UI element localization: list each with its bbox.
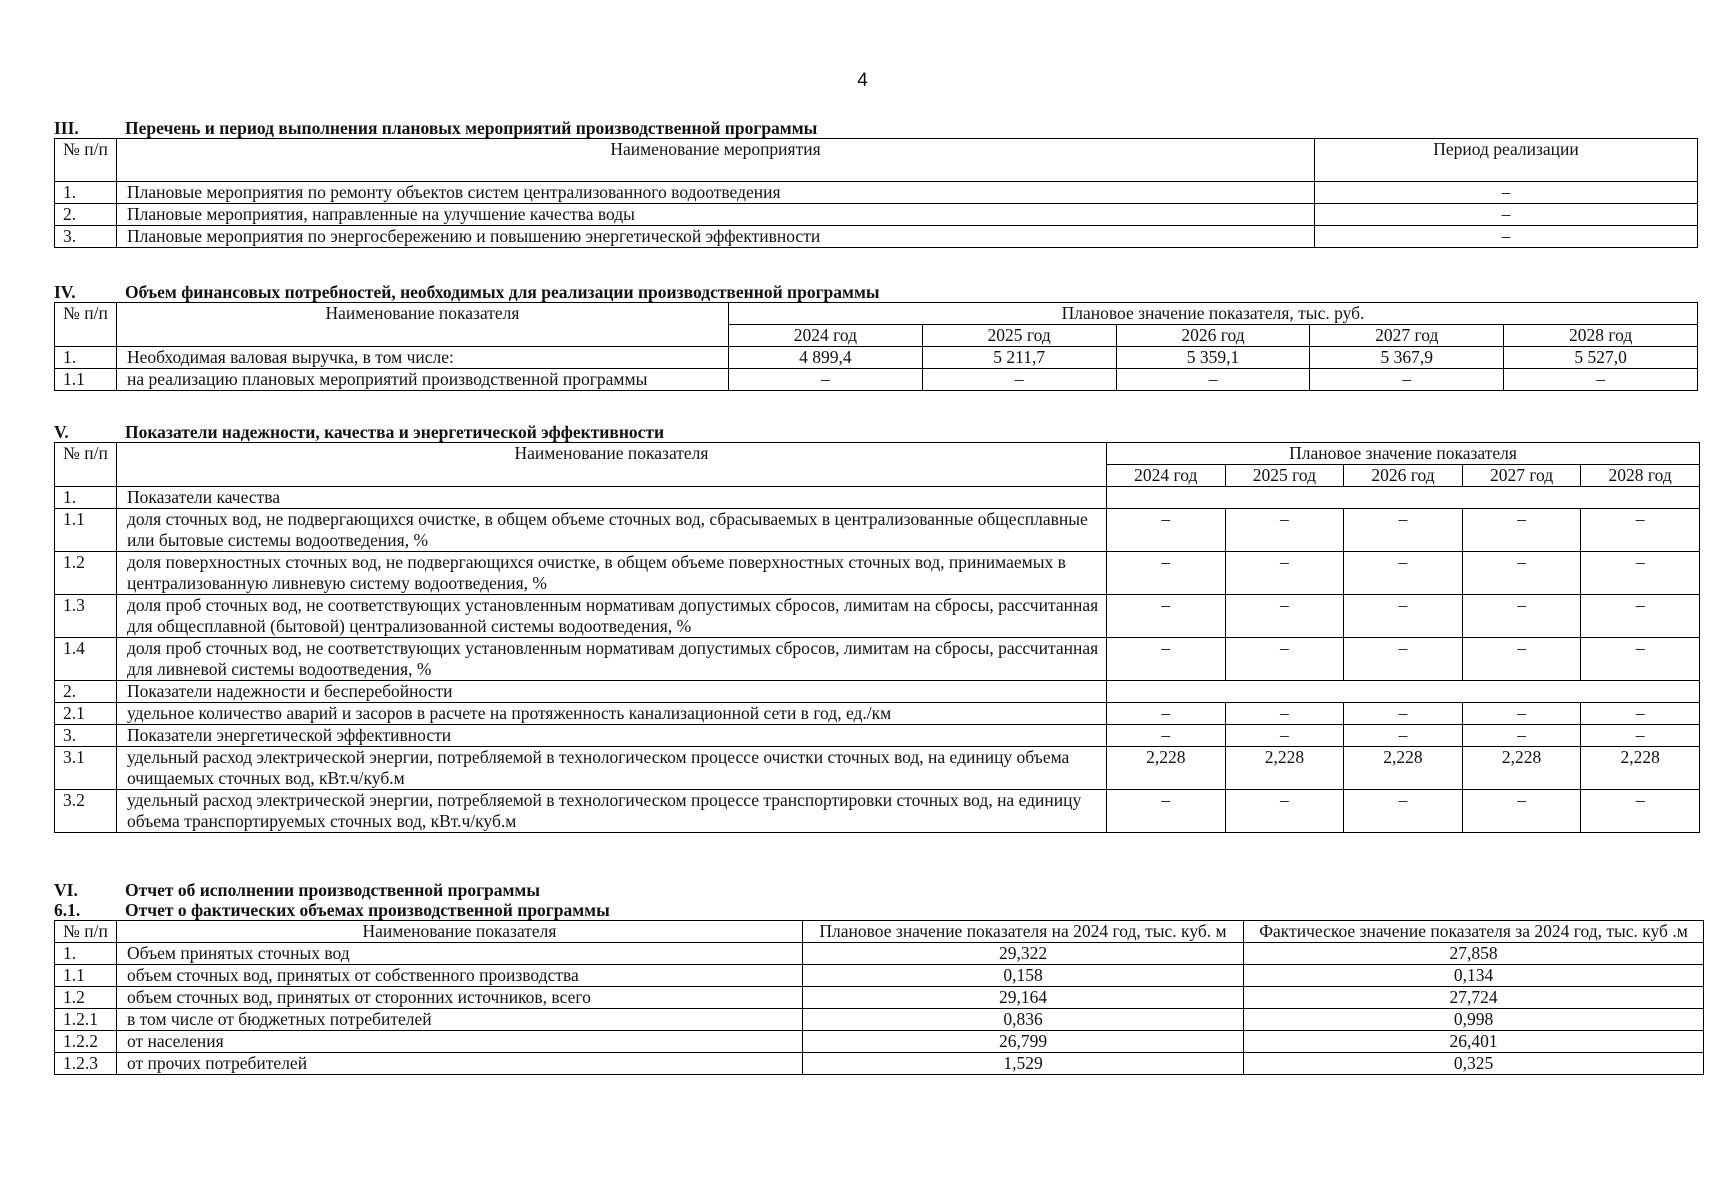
indicators-table [54, 442, 1700, 833]
col-header-name: Наименование показателя [117, 921, 803, 943]
plan-value: 2,228 [1462, 747, 1581, 790]
plan-value: 1,529 [803, 1053, 1244, 1075]
row-number: 1. [55, 182, 117, 204]
plan-value: 5 211,7 [922, 347, 1116, 369]
plan-value: – [1462, 638, 1581, 681]
table-row [55, 552, 1700, 595]
col-header-name: Наименование показателя [117, 303, 729, 347]
plan-value: – [1344, 703, 1463, 725]
plan-value: – [1344, 552, 1463, 595]
col-header-plan: Плановое значение показателя на 2024 год, тыс. куб. м [803, 921, 1244, 943]
plan-value: 5 527,0 [1504, 347, 1698, 369]
row-number: 1.2.1 [55, 1009, 117, 1031]
row-number: 1. [55, 347, 117, 369]
table-row [55, 681, 1700, 703]
plan-value: – [1581, 552, 1700, 595]
indicator-name: от прочих потребителей [117, 1053, 803, 1075]
indicator-name: от населения [117, 1031, 803, 1053]
fact-value: 0,998 [1244, 1009, 1704, 1031]
table-header-row [55, 921, 1704, 943]
table-row [55, 638, 1700, 681]
section-5-heading [54, 422, 1700, 442]
table-row [55, 226, 1698, 248]
indicator-name: Показатели надежности и бесперебойности [117, 681, 1107, 703]
event-name: Плановые мероприятия, направленные на улучшение качества воды [117, 204, 1315, 226]
event-name: Плановые мероприятия по энергосбережению и повышению энергетической эффективности [117, 226, 1315, 248]
indicator-name: доля проб сточных вод, не соответствующих установленным нормативам допустимых сбросов, лимитам на сбросы, рассчитанная для ливневой системы водоотведения, % [117, 638, 1107, 681]
plan-value: 4 899,4 [729, 347, 923, 369]
table-row [55, 1009, 1704, 1031]
plan-value: 0,158 [803, 965, 1244, 987]
indicator-name: Объем принятых сточных вод [117, 943, 803, 965]
finance-table [54, 302, 1698, 391]
plan-value: – [1344, 509, 1463, 552]
section-3-heading [54, 118, 1698, 138]
plan-value: – [1116, 369, 1310, 391]
section-5-number: V. [54, 422, 69, 442]
plan-value: 5 367,9 [1310, 347, 1504, 369]
col-header-num: № п/п [55, 139, 117, 182]
plan-value: 29,322 [803, 943, 1244, 965]
year-header: 2027 год [1310, 325, 1504, 347]
plan-value: 2,228 [1581, 747, 1700, 790]
year-header: 2028 год [1504, 325, 1698, 347]
fact-value: 27,858 [1244, 943, 1704, 965]
fact-value: 27,724 [1244, 987, 1704, 1009]
plan-value: – [1107, 790, 1226, 833]
table-row [55, 747, 1700, 790]
plan-value: – [922, 369, 1116, 391]
plan-value: – [1504, 369, 1698, 391]
event-period: – [1315, 182, 1698, 204]
indicator-name: на реализацию плановых мероприятий производственной программы [117, 369, 729, 391]
plan-value: – [1581, 595, 1700, 638]
events-table [54, 138, 1698, 248]
plan-value: – [1462, 725, 1581, 747]
section-6-title: Отчет об исполнении производственной программы [125, 880, 541, 900]
col-header-fact: Фактическое значение показателя за 2024 год, тыс. куб .м [1244, 921, 1704, 943]
row-number: 1.2 [55, 987, 117, 1009]
plan-value: – [1107, 509, 1226, 552]
section-3 [54, 118, 1698, 248]
table-row [55, 204, 1698, 226]
fact-value: 0,325 [1244, 1053, 1704, 1075]
plan-value: 26,799 [803, 1031, 1244, 1053]
event-period: – [1315, 226, 1698, 248]
col-header-name: Наименование показателя [117, 443, 1107, 487]
row-number: 3.1 [55, 747, 117, 790]
indicator-name: в том числе от бюджетных потребителей [117, 1009, 803, 1031]
volumes-table [54, 920, 1704, 1075]
year-header: 2024 год [1107, 465, 1226, 487]
indicator-name: Показатели энергетической эффективности [117, 725, 1107, 747]
indicator-name: удельный расход электрической энергии, потребляемой в технологическом процессе транспортировки сточных вод, на единицу объема транспортируемых сточных вод, кВт.ч/куб.м [117, 790, 1107, 833]
plan-value: – [1462, 790, 1581, 833]
table-row [55, 790, 1700, 833]
plan-value: – [1462, 595, 1581, 638]
plan-value: – [1581, 509, 1700, 552]
plan-value: – [1581, 638, 1700, 681]
row-number: 1.1 [55, 509, 117, 552]
plan-value: 2,228 [1225, 747, 1344, 790]
year-header: 2026 год [1344, 465, 1463, 487]
row-number: 2. [55, 204, 117, 226]
row-number: 1.3 [55, 595, 117, 638]
plan-value: – [1581, 703, 1700, 725]
row-number: 1.2.3 [55, 1053, 117, 1075]
table-row [55, 1031, 1704, 1053]
section-3-title: Перечень и период выполнения плановых мероприятий производственной программы [125, 118, 818, 138]
table-row [55, 703, 1700, 725]
section-6-heading [54, 880, 1704, 900]
group-empty-cell [1107, 487, 1700, 509]
row-number: 2.1 [55, 703, 117, 725]
row-number: 1.2.2 [55, 1031, 117, 1053]
year-header: 2025 год [922, 325, 1116, 347]
col-header-num: № п/п [55, 303, 117, 347]
table-row [55, 182, 1698, 204]
plan-value: – [1581, 790, 1700, 833]
row-number: 1.4 [55, 638, 117, 681]
col-header-period: Период реализации [1315, 139, 1698, 182]
table-header-row [55, 139, 1698, 182]
group-empty-cell [1107, 681, 1700, 703]
plan-value: – [1107, 595, 1226, 638]
section-4-heading [54, 282, 1698, 302]
plan-value: – [1225, 552, 1344, 595]
plan-value: – [1225, 595, 1344, 638]
indicator-name: Показатели качества [117, 487, 1107, 509]
indicator-name: Необходимая валовая выручка, в том числе: [117, 347, 729, 369]
indicator-name: доля сточных вод, не подвергающихся очистке, в общем объеме сточных вод, сбрасываемых в централизованные общесплавные или бытовые системы водоотведения, % [117, 509, 1107, 552]
row-number: 3. [55, 725, 117, 747]
col-header-plan: Плановое значение показателя, тыс. руб. [729, 303, 1698, 325]
section-4-title: Объем финансовых потребностей, необходимых для реализации производственной программы [125, 282, 880, 302]
page-number: 4 [857, 70, 868, 91]
table-row [55, 347, 1698, 369]
event-period: – [1315, 204, 1698, 226]
row-number: 2. [55, 681, 117, 703]
plan-value: – [1225, 638, 1344, 681]
event-name: Плановые мероприятия по ремонту объектов систем централизованного водоотведения [117, 182, 1315, 204]
section-6-1-title: Отчет о фактических объемах производственной программы [125, 900, 610, 920]
table-header-row [55, 443, 1700, 465]
section-4-number: IV. [54, 282, 76, 302]
row-number: 3. [55, 226, 117, 248]
plan-value: – [1310, 369, 1504, 391]
col-header-num: № п/п [55, 443, 117, 487]
row-number: 1. [55, 943, 117, 965]
plan-value: – [1225, 725, 1344, 747]
year-header: 2027 год [1462, 465, 1581, 487]
plan-value: – [1344, 595, 1463, 638]
table-row [55, 487, 1700, 509]
col-header-plan: Плановое значение показателя [1107, 443, 1700, 465]
plan-value: – [1344, 638, 1463, 681]
indicator-name: объем сточных вод, принятых от собственного производства [117, 965, 803, 987]
plan-value: – [1225, 703, 1344, 725]
table-row [55, 725, 1700, 747]
fact-value: 26,401 [1244, 1031, 1704, 1053]
plan-value: – [1344, 790, 1463, 833]
fact-value: 0,134 [1244, 965, 1704, 987]
table-row [55, 595, 1700, 638]
section-6-1-heading [54, 900, 1704, 920]
col-header-name: Наименование мероприятия [117, 139, 1315, 182]
indicator-name: доля поверхностных сточных вод, не подвергающихся очистке, в общем объеме поверхностных сточных вод, принимаемых в централизованную ливневую систему водоотведения, % [117, 552, 1107, 595]
indicator-name: объем сточных вод, принятых от сторонних источников, всего [117, 987, 803, 1009]
row-number: 1.2 [55, 552, 117, 595]
section-5-title: Показатели надежности, качества и энергетической эффективности [125, 422, 665, 442]
plan-value: 5 359,1 [1116, 347, 1310, 369]
section-4 [54, 282, 1698, 391]
section-6-1-number: 6.1. [54, 900, 81, 920]
plan-value: – [1462, 552, 1581, 595]
col-header-num: № п/п [55, 921, 117, 943]
row-number: 1.1 [55, 965, 117, 987]
year-header: 2025 год [1225, 465, 1344, 487]
table-header-row [55, 303, 1698, 325]
section-5 [54, 422, 1700, 833]
plan-value: – [1107, 725, 1226, 747]
table-row [55, 987, 1704, 1009]
plan-value: – [1225, 790, 1344, 833]
plan-value: – [1462, 703, 1581, 725]
plan-value: – [1107, 703, 1226, 725]
row-number: 1. [55, 487, 117, 509]
plan-value: – [1344, 725, 1463, 747]
plan-value: – [1107, 552, 1226, 595]
section-6 [54, 880, 1704, 1075]
year-header: 2024 год [729, 325, 923, 347]
table-row [55, 965, 1704, 987]
indicator-name: доля проб сточных вод, не соответствующих установленным нормативам допустимых сбросов, лимитам на сбросы, рассчитанная для общесплавной (бытовой) централизованной системы водоотведения, % [117, 595, 1107, 638]
plan-value: 0,836 [803, 1009, 1244, 1031]
plan-value: – [1107, 638, 1226, 681]
row-number: 3.2 [55, 790, 117, 833]
table-row [55, 943, 1704, 965]
table-row [55, 369, 1698, 391]
plan-value: 2,228 [1344, 747, 1463, 790]
year-header: 2026 год [1116, 325, 1310, 347]
section-6-number: VI. [54, 880, 78, 900]
table-row [55, 509, 1700, 552]
plan-value: 29,164 [803, 987, 1244, 1009]
plan-value: – [1462, 509, 1581, 552]
section-3-number: III. [54, 118, 79, 138]
year-header: 2028 год [1581, 465, 1700, 487]
plan-value: – [1581, 725, 1700, 747]
plan-value: – [1225, 509, 1344, 552]
indicator-name: удельное количество аварий и засоров в расчете на протяженность канализационной сети в год, ед./км [117, 703, 1107, 725]
plan-value: – [729, 369, 923, 391]
table-row [55, 1053, 1704, 1075]
indicator-name: удельный расход электрической энергии, потребляемой в технологическом процессе очистки сточных вод, на единицу объема очищаемых сточных вод, кВт.ч/куб.м [117, 747, 1107, 790]
plan-value: 2,228 [1107, 747, 1226, 790]
row-number: 1.1 [55, 369, 117, 391]
